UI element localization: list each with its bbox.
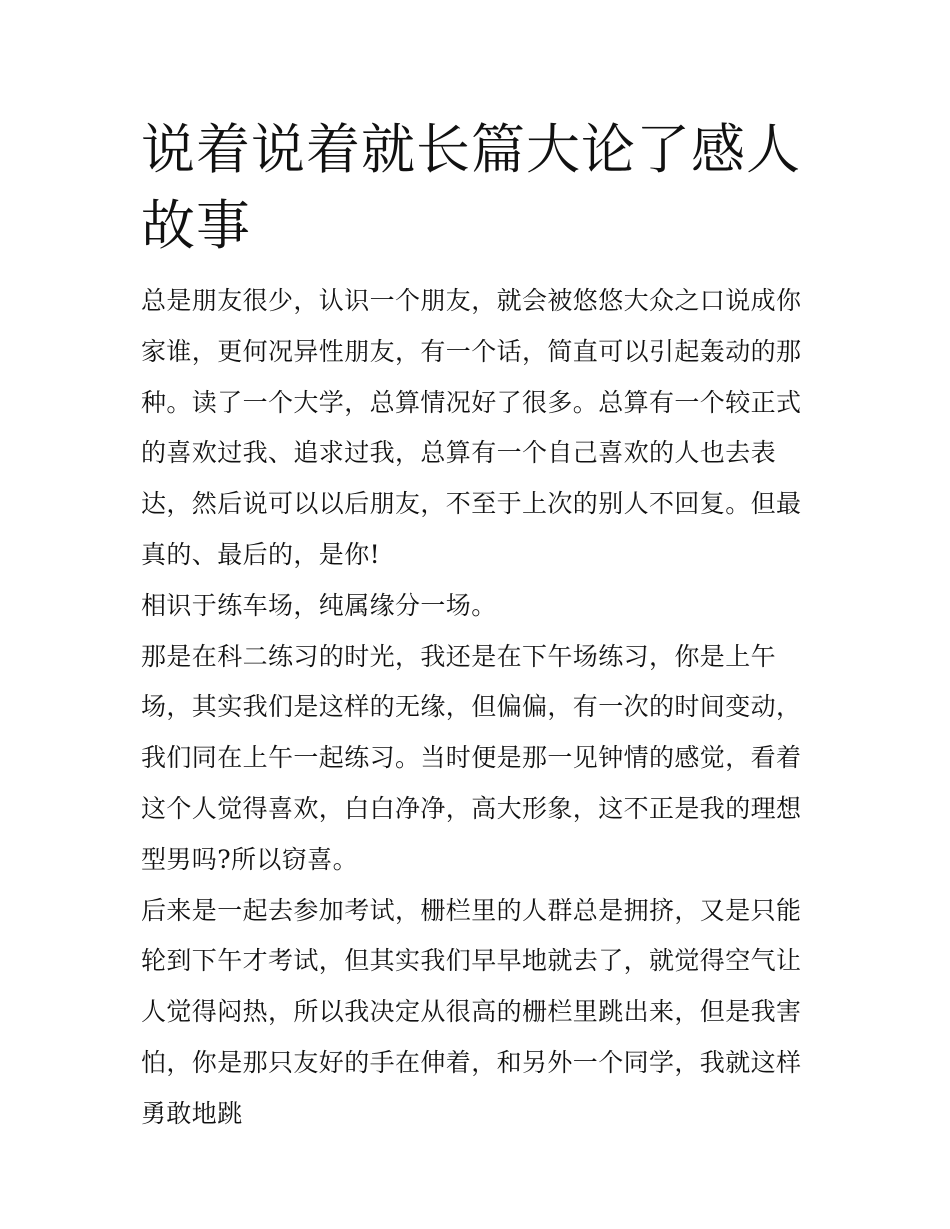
paragraph: 相识于练车场，纯属缘分一场。 bbox=[141, 590, 497, 620]
paragraph: 后来是一起去参加考试，栅栏里的人群总是拥挤，又是只能轮到下午才考试，但其实我们早早地就去了，就觉得空气让人觉得闷热，所以我决定从很高的栅栏里跳出来，但是我害怕，你是那只友好的手在伸着，和另外一个同学，我就这样勇敢地跳 bbox=[141, 895, 802, 1128]
document-title: 说着说着就长篇大论了感人故事 bbox=[141, 118, 801, 257]
paragraph: 那是在科二练习的时光，我还是在下午场练习，你是上午场，其实我们是这样的无缘，但偏偏，有一次的时间变动，我们同在上午一起练习。当时便是那一见钟情的感觉，看着这个人觉得喜欢，白白净净，高大形象，这不正是我的理想型男吗?所以窃喜。 bbox=[141, 641, 802, 874]
paragraph: 总是朋友很少，认识一个朋友，就会被悠悠大众之口说成你家谁，更何况异性朋友，有一个话，简直可以引起轰动的那种。读了一个大学，总算情况好了很多。总算有一个较正式的喜欢过我、追求过我，总算有一个自己喜欢的人也去表达，然后说可以以后朋友，不至于上次的别人不回复。但最真的、最后的，是你! bbox=[141, 286, 802, 569]
document-body bbox=[141, 276, 821, 1140]
